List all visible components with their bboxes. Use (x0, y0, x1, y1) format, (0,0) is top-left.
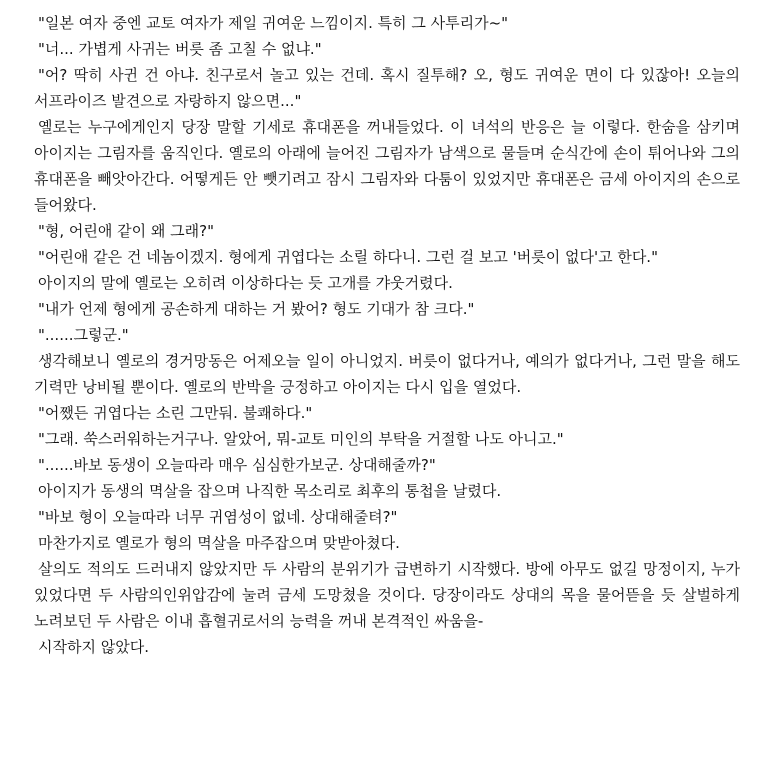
paragraph-15: "바보 형이 오늘따라 너무 귀염성이 없네. 상대해줄텨?" (38, 508, 398, 526)
paragraph-11: "어쨌든 귀엽다는 소린 그만둬. 불쾌하다." (38, 404, 313, 422)
paragraph-3: "어? 딱히 사귄 건 아냐. 친구로서 놀고 있는 건데. 혹시 질투해? 오, 형도 귀여운 면이 다 있잖아! 오늘의 서프라이즈 발견으로 자랑하지 않으면..." (34, 66, 740, 110)
paragraph-2: "너... 가볍게 사귀는 버릇 좀 고칠 수 없냐." (38, 40, 322, 58)
paragraph-9: "......그렇군." (38, 326, 129, 344)
paragraph-17: 살의도 적의도 드러내지 않았지만 두 사람의 분위기가 급변하기 시작했다. 방에 아무도 없길 망정이지, 누가 있었다면 두 사람의인위압감에 눌려 금세 도망쳤을 것이다. 당장이라도 상대의 목을 물어뜯을 듯 살벌하게 노려보던 두 사람은 이내 흡혈귀로서의 능력을 꺼내 본격적인 싸움을- (34, 560, 740, 630)
story-page (34, 10, 740, 660)
paragraph-13: "......바보 동생이 오늘따라 매우 심심한가보군. 상대해줄까?" (38, 456, 436, 474)
paragraph-7: 아이지의 말에 옐로는 오히려 이상하다는 듯 고개를 갸웃거렸다. (38, 274, 453, 292)
paragraph-14: 아이지가 동생의 멱살을 잡으며 나직한 목소리로 최후의 통첩을 날렸다. (38, 482, 502, 500)
paragraph-12: "그래. 쑥스러워하는거구나. 알았어, 뭐-교토 미인의 부탁을 거절할 나도 아니고." (38, 430, 564, 448)
paragraph-8: "내가 언제 형에게 공손하게 대하는 거 봤어? 형도 기대가 참 크다." (38, 300, 475, 318)
paragraph-10: 생각해보니 옐로의 경거망동은 어제오늘 일이 아니었지. 버릇이 없다거나, 예의가 없다거나, 그런 말을 해도 기력만 낭비될 뿐이다. 옐로의 반박을 긍정하고 아이지는 다시 입을 열었다. (34, 352, 740, 396)
paragraph-16: 마찬가지로 옐로가 형의 멱살을 마주잡으며 맞받아쳤다. (38, 534, 400, 552)
paragraph-1: "일본 여자 중엔 교토 여자가 제일 귀여운 느낌이지. 특히 그 사투리가~" (38, 14, 509, 32)
paragraph-18: 시작하지 않았다. (38, 638, 149, 656)
paragraph-4: 옐로는 누구에게인지 당장 말할 기세로 휴대폰을 꺼내들었다. 이 녀석의 반응은 늘 이렇다. 한숨을 삼키며 아이지는 그림자를 움직인다. 옐로의 아래에 늘어진 그림자가 남색으로 물들며 순식간에 손이 튀어나와 그의 휴대폰을 빼앗아간다. 어떻게든 안 뺏기려고 잠시 그림자와 다툼이 있었지만 휴대폰은 금세 아이지의 손으로 들어왔다. (34, 118, 740, 214)
paragraph-6: "어린애 같은 건 네놈이겠지. 형에게 귀엽다는 소릴 하다니. 그런 걸 보고 '버릇이 없다'고 한다." (38, 248, 658, 266)
paragraph-5: "형, 어린애 같이 왜 그래?" (38, 222, 215, 240)
